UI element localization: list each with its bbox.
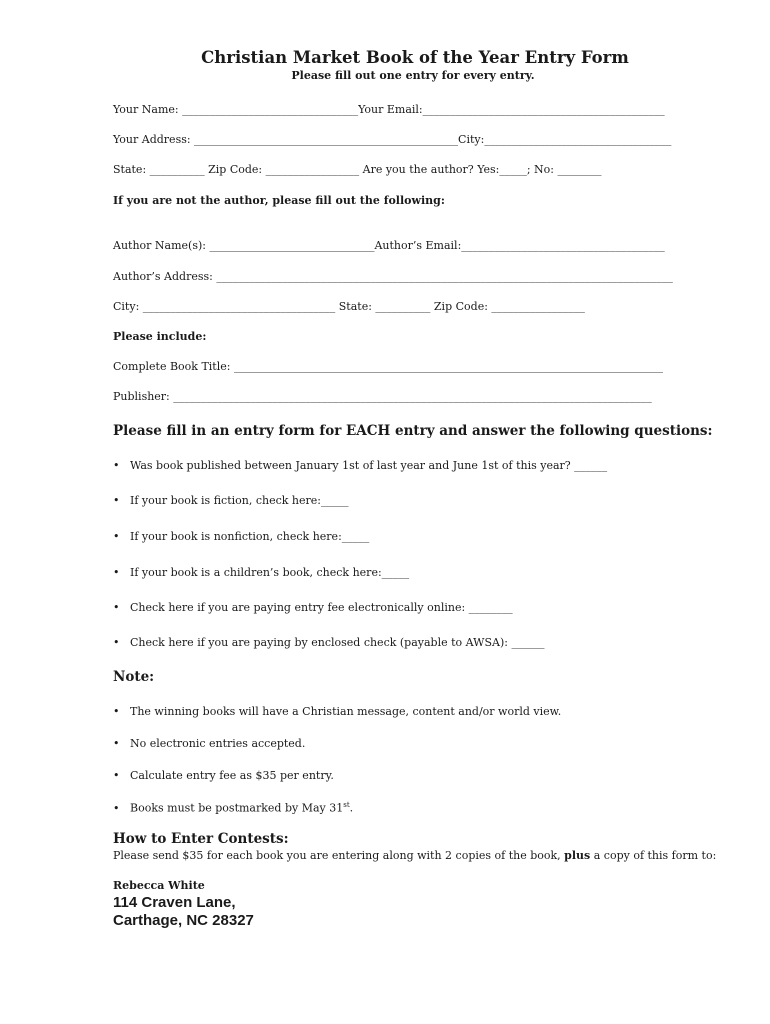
question-text: If your book is a children’s book, check here:_____ bbox=[130, 566, 410, 579]
bullet-icon: • bbox=[113, 601, 120, 614]
question-item bbox=[113, 494, 348, 507]
note-item bbox=[113, 737, 305, 750]
state-zip-author-line: State: __________ Zip Code: _________________ Are you the author? Yes:_____; No: ________ bbox=[113, 163, 602, 176]
recipient-street: 114 Craven Lane, bbox=[113, 894, 236, 911]
how-to-text-part: a copy of this form to: bbox=[590, 849, 717, 862]
note-item bbox=[113, 801, 353, 815]
question-item bbox=[113, 566, 409, 579]
city-state-zip-line: City: ___________________________________ State: __________ Zip Code: _________________ bbox=[113, 300, 585, 313]
question-text: If your book is fiction, check here:_____ bbox=[130, 494, 349, 507]
how-to-text-bold: plus bbox=[564, 849, 591, 862]
question-item bbox=[113, 459, 607, 472]
your-name-email-line: Your Name: ________________________________Your Email:____________________________________________ bbox=[113, 103, 665, 116]
questions-heading: Please fill in an entry form for EACH entry and answer the following questions: bbox=[113, 423, 713, 439]
how-to-heading: How to Enter Contests: bbox=[113, 831, 289, 847]
recipient-name: Rebecca White bbox=[113, 879, 205, 892]
note-period: . bbox=[349, 801, 354, 815]
note-superscript: st bbox=[343, 801, 350, 809]
bullet-icon: • bbox=[113, 636, 120, 649]
note-item bbox=[113, 769, 334, 782]
please-include-heading: Please include: bbox=[113, 330, 207, 343]
bullet-icon: • bbox=[113, 530, 120, 543]
note-item bbox=[113, 705, 561, 718]
author-address-line: Author’s Address: ___________________________________________________________________________________ bbox=[113, 270, 673, 283]
note-text: Calculate entry fee as $35 per entry. bbox=[130, 769, 334, 782]
bullet-icon: • bbox=[113, 459, 120, 472]
question-item bbox=[113, 530, 369, 543]
question-text: Check here if you are paying entry fee electronically online: ________ bbox=[130, 601, 513, 614]
bullet-icon: • bbox=[113, 566, 120, 579]
bullet-icon: • bbox=[113, 705, 120, 718]
bullet-icon: • bbox=[113, 801, 120, 815]
page-subtitle: Please fill out one entry for every entry. bbox=[291, 69, 535, 82]
bullet-icon: • bbox=[113, 769, 120, 782]
note-text: No electronic entries accepted. bbox=[130, 737, 306, 750]
page-title: Christian Market Book of the Year Entry Form bbox=[201, 48, 629, 67]
publisher-line: Publisher: _______________________________________________________________________________________ bbox=[113, 390, 652, 403]
book-title-line: Complete Book Title: ______________________________________________________________________________ bbox=[113, 360, 663, 373]
how-to-text-part: Please send $35 for each book you are entering along with 2 copies of the book, bbox=[113, 849, 565, 862]
author-names-email-line: Author Name(s): ______________________________Author’s Email:_____________________________________ bbox=[113, 239, 665, 252]
question-text: If your book is nonfiction, check here:_____ bbox=[130, 530, 370, 543]
bullet-icon: • bbox=[113, 494, 120, 507]
question-text: Was book published between January 1st of last year and June 1st of this year? ______ bbox=[130, 459, 608, 472]
note-text: The winning books will have a Christian message, content and/or world view. bbox=[130, 705, 562, 718]
note-heading: Note: bbox=[113, 669, 155, 685]
not-author-heading: If you are not the author, please fill out the following: bbox=[113, 194, 445, 207]
recipient-city: Carthage, NC 28327 bbox=[113, 912, 254, 929]
question-text: Check here if you are paying by enclosed check (payable to AWSA): ______ bbox=[130, 636, 545, 649]
how-to-text bbox=[113, 849, 716, 862]
your-address-city-line: Your Address: ________________________________________________City:__________________________________ bbox=[113, 133, 672, 146]
question-item bbox=[113, 601, 513, 614]
bullet-icon: • bbox=[113, 737, 120, 750]
note-text: Books must be postmarked by May 31 bbox=[130, 801, 344, 815]
question-item bbox=[113, 636, 544, 649]
